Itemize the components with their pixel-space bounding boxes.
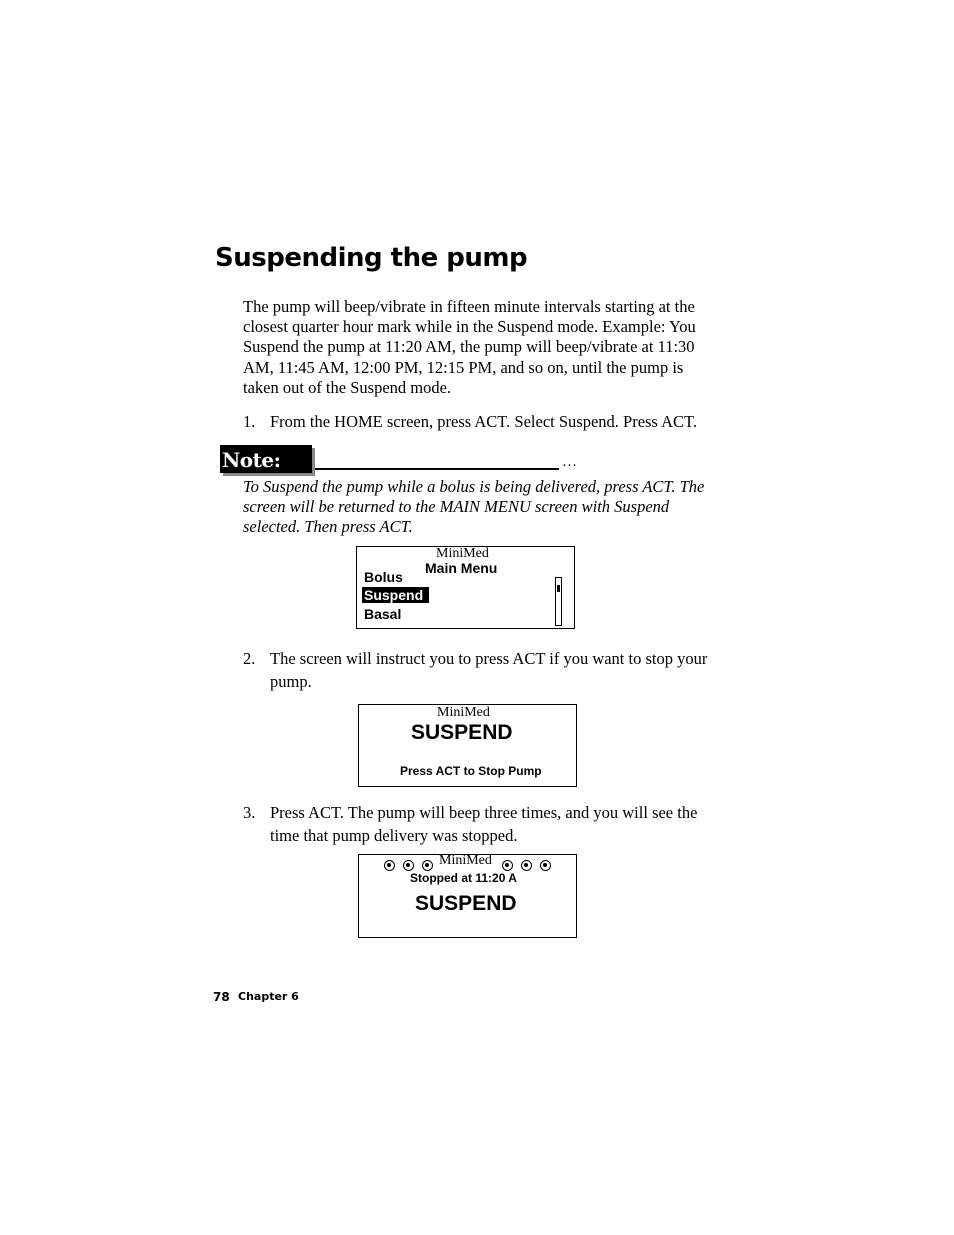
- screen-brand: MiniMed: [437, 705, 490, 720]
- menu-item-suspend: Suspend: [362, 587, 429, 603]
- step-2: [243, 647, 723, 693]
- screen-title: SUSPEND: [415, 892, 517, 915]
- step-text: The screen will instruct you to press ACT if you want to stop your pump.: [270, 649, 708, 691]
- bell-icon: [521, 860, 532, 871]
- screen-brand: MiniMed: [436, 546, 489, 561]
- pump-screen-suspend: [358, 704, 577, 787]
- screen-instruction: Press ACT to Stop Pump: [400, 764, 542, 778]
- menu-item-basal: Basal: [364, 606, 402, 622]
- bell-icon: [502, 860, 513, 871]
- step-text: Press ACT. The pump will beep three times, and you will see the time that pump delivery was stopped.: [270, 803, 698, 845]
- note-ellipsis: …: [562, 454, 577, 470]
- page-number: 78: [213, 990, 230, 1004]
- pump-screen-main-menu: [356, 546, 575, 629]
- note-label: Note:: [222, 448, 281, 472]
- bell-icon: [422, 860, 433, 871]
- screen-brand: MiniMed: [439, 853, 492, 868]
- intro-paragraph: The pump will beep/vibrate in fifteen minute intervals starting at the closest quarter hour mark while in the Suspend mode. Example: You Suspend the pump at 11:20 AM, the pump will beep/vibrate at 11:30 AM, 11:45 AM, 12:00 PM, 12:15 PM, and so on, until the pump is taken out of the Suspend mode.: [243, 297, 696, 397]
- bell-icon: [540, 860, 551, 871]
- stopped-status: Stopped at 11:20 A: [410, 871, 517, 885]
- step-number: 1.: [243, 412, 256, 431]
- menu-scrollbar: [555, 577, 562, 626]
- step-text: From the HOME screen, press ACT. Select Suspend. Press ACT.: [270, 412, 697, 431]
- menu-scroll-thumb: [557, 585, 560, 592]
- bell-icon: [384, 860, 395, 871]
- note-text: To Suspend the pump while a bolus is being delivered, press ACT. The screen will be returned to the MAIN MENU screen with Suspend selected. Then press ACT.: [243, 477, 705, 537]
- menu-item-bolus: Bolus: [364, 569, 403, 585]
- chapter-label: Chapter 6: [238, 990, 299, 1003]
- step-number: 3.: [243, 803, 256, 822]
- pump-screen-stopped: [358, 854, 577, 938]
- step-1: [243, 410, 723, 433]
- step-number: 2.: [243, 649, 256, 668]
- screen-title: Main Menu: [425, 560, 498, 576]
- screen-title: SUSPEND: [411, 721, 513, 744]
- bell-icon: [403, 860, 414, 871]
- note-divider: [315, 468, 559, 470]
- step-3: [243, 801, 723, 847]
- page-title: Suspending the pump: [215, 243, 528, 273]
